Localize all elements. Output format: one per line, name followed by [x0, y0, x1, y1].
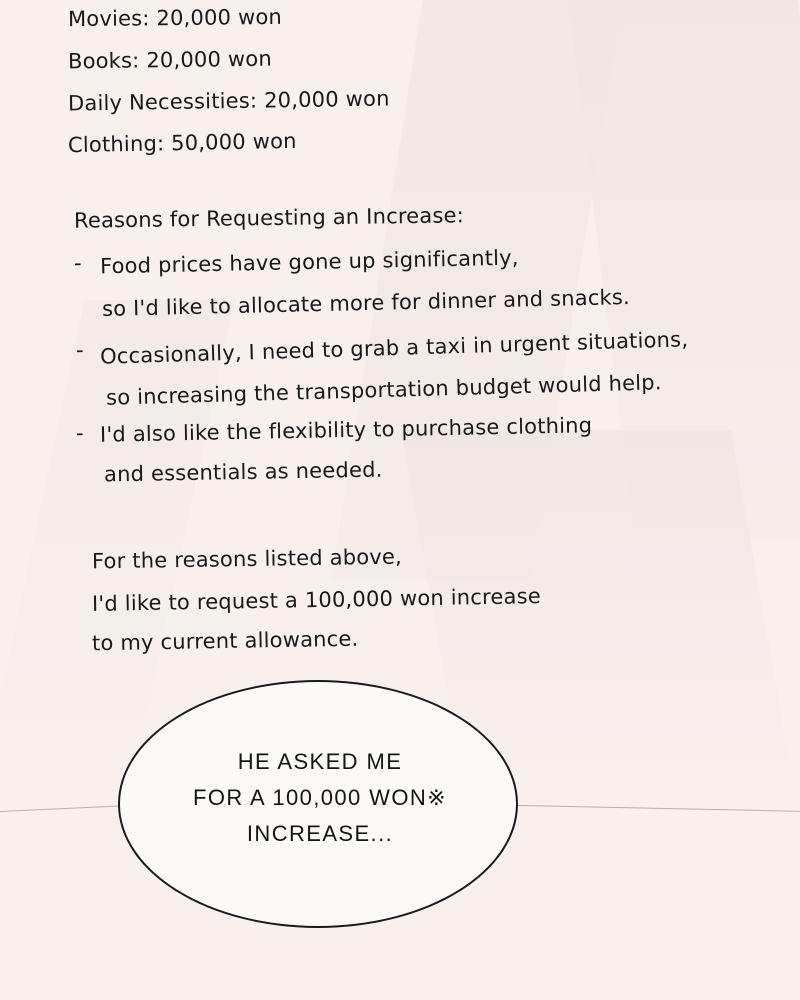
reason-2-line-1: Occasionally, I need to grab a taxi in urgent situations,: [99, 327, 689, 369]
budget-label-clothing: Clothing:: [67, 131, 165, 158]
reason-3-bullet: -: [75, 420, 84, 446]
reason-3-line-1: I'd also like the flexibility to purchase clothing: [99, 413, 593, 447]
reason-1-bullet: -: [73, 250, 83, 276]
budget-line-clothing: [68, 129, 297, 157]
floor-line-right: [505, 805, 800, 813]
speech-bubble-line-1: HE ASKED ME: [237, 749, 403, 774]
speech-bubble-line-2: FOR A 100,000 WON※: [193, 785, 447, 810]
budget-amount-movies: 20,000 won: [156, 4, 283, 31]
closing-line-2: I'd like to request a 100,000 won increase: [91, 584, 542, 616]
reasons-heading: Reasons for Requesting an Increase:: [73, 203, 465, 233]
speech-bubble-text: [120, 744, 520, 852]
budget-line-movies: [68, 5, 282, 31]
budget-label-daily-necessities: Daily Necessities:: [67, 88, 258, 116]
budget-line-daily-necessities: [68, 86, 390, 115]
reason-1-line-2: so I'd like to allocate more for dinner and snacks.: [101, 285, 631, 321]
reason-2-line-2: so increasing the transportation budget would help.: [105, 370, 662, 410]
speech-bubble-line-3: INCREASE...: [246, 821, 394, 846]
budget-amount-books: 20,000 won: [146, 46, 273, 73]
speech-bubble: [118, 680, 518, 928]
budget-label-movies: Movies:: [67, 6, 150, 32]
budget-label-books: Books:: [67, 48, 140, 74]
budget-amount-daily-necessities: 20,000 won: [263, 86, 390, 113]
reason-1-line-1: Food prices have gone up significantly,: [99, 245, 519, 279]
closing-line-1: For the reasons listed above,: [91, 544, 403, 574]
budget-amount-clothing: 50,000 won: [170, 128, 297, 156]
reason-2-bullet: -: [75, 337, 85, 363]
budget-line-books: [68, 47, 272, 74]
closing-line-3: to my current allowance.: [91, 626, 359, 656]
reason-3-line-2: and essentials as needed.: [103, 457, 383, 487]
